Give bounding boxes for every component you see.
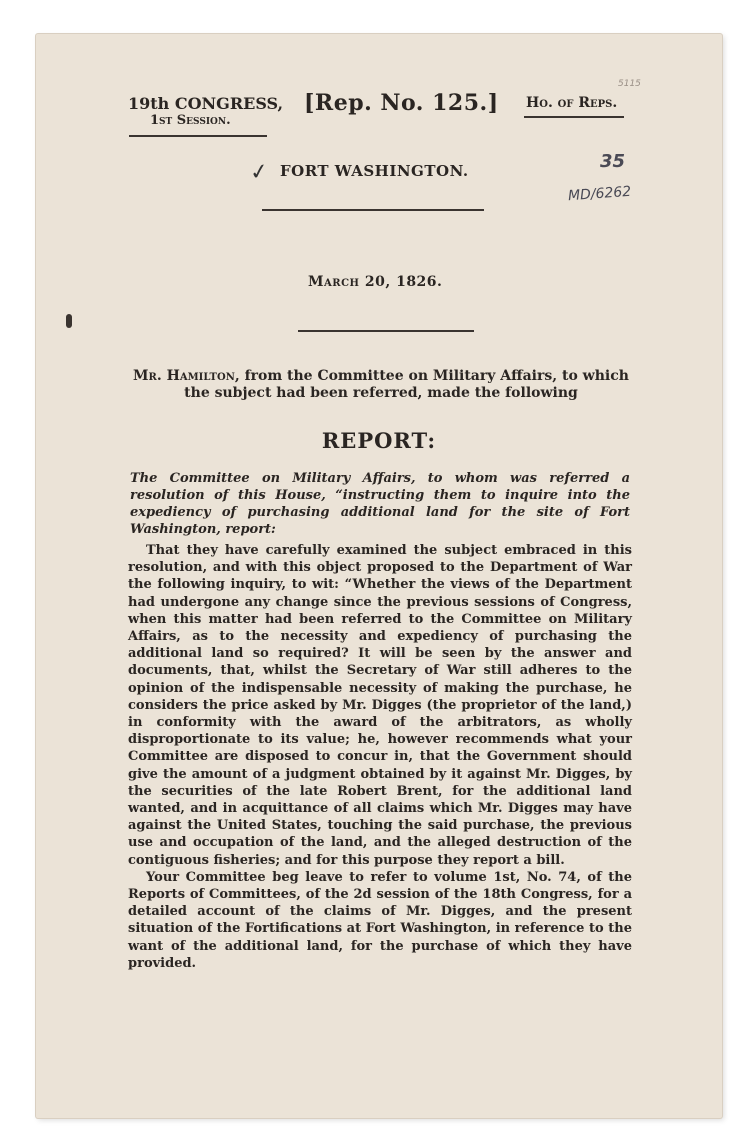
header-rule-left (129, 135, 267, 137)
checkmark-icon: ✓ (248, 158, 271, 187)
house-label: Ho. of Reps. (526, 95, 618, 111)
body-paragraph-2: Your Committee beg leave to refer to volume 1st, No. 74, of the Reports of Committees, of the 2d session of the 18th Congress, for a detailed account of the claims of Mr. Digges, and the present situation of the Fortifications at Fort Washington, in reference to the want of the additional land, for the purchase of which they have provided. (128, 869, 632, 971)
resolution-text: The Committee on Military Affairs, to whom was referred a resolution of this House, “instructing them to inquire into the expediency of purchasing additional land for the site of Fort Washington, report: (130, 471, 630, 537)
binding-thread-mark (66, 314, 72, 328)
title-rule (262, 209, 484, 211)
document-title: FORT WASHINGTON. (280, 162, 469, 180)
document-page (36, 34, 722, 1118)
handwritten-catalog: MD/6262 (567, 183, 632, 205)
header-rule-right (524, 116, 624, 118)
report-number: [Rep. No. 125.] (304, 90, 499, 116)
report-date: March 20, 1826. (308, 274, 443, 290)
handwritten-number: 35 (600, 151, 626, 172)
report-body (128, 542, 632, 972)
report-heading: REPORT: (321, 428, 437, 453)
congress-label: 19th CONGRESS, (128, 94, 284, 113)
date-rule (298, 330, 474, 332)
body-paragraph-1: That they have carefully examined the subject embraced in this resolution, and with this object proposed to the Department of War the following inquiry, to wit: “Whether the views of the Department had undergone any change since the previous sessions of Congress, when this matter had been referred to the Committee on Military Affairs, as to the necessity and expediency of purchasing the additional land so required? It will be seen by the answer and documents, that, whilst the Secretary of War still adheres to the opinion of the indispensable necessity of making the purchase, he considers the price asked by Mr. Digges (the proprietor of the land,) in conformity with the award of the arbitrators, as wholly disproportionate to its value; he, however recommends what your Committee are disposed to concur in, that the Government should give the amount of a judgment obtained by it against Mr. Digges, by the securities of the late Robert Brent, for the additional land wanted, and in acquittance of all claims which Mr. Digges may have against the United States, touching the said purchase, the previous use and occupation of the land, and the alleged destruction of the contiguous fisheries; and for this purpose they report a bill. (128, 543, 632, 868)
document-header (36, 90, 722, 160)
intro-text: from the Committee on Military Affairs, to which the subject had been referred, made the following (184, 368, 629, 401)
intro-name: Mr. Hamilton, (133, 368, 240, 384)
intro-paragraph (126, 368, 636, 402)
pencil-annotation: 5115 (618, 79, 641, 89)
session-label: 1st Session. (150, 113, 231, 128)
